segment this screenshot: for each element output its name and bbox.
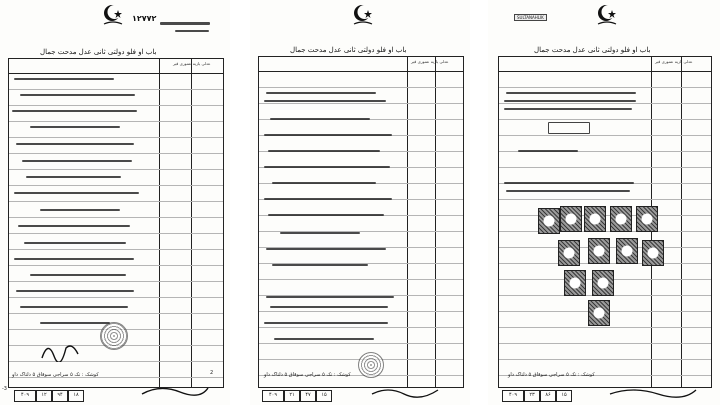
page-title: باب او فلو دولتی ثانی عدل مدحت جمال — [534, 46, 651, 54]
page-title: باب او فلو دولتی ثانی عدل مدحت جمال — [40, 48, 157, 56]
document-page-2 — [250, 0, 470, 405]
column-header: عدلی یازیه عموری قیر — [411, 59, 449, 64]
footer-box: ۴۰۹ — [14, 390, 36, 402]
crescent-star-emblem-icon — [594, 2, 620, 28]
signature — [608, 386, 698, 400]
signature — [140, 382, 210, 400]
footer-text: کوشک : تک ۵ سراجی سوقاق ۵ دلتاک داو — [264, 372, 351, 378]
signature — [40, 338, 80, 362]
footer-box: ۲۳ — [524, 390, 540, 402]
circular-seal — [358, 352, 384, 378]
footer-box: ۱۵ — [556, 390, 572, 402]
document-number: ۱۲۷۷۲ — [132, 14, 157, 23]
crescent-star-emblem-icon — [350, 2, 376, 28]
column-header: عدلی یازیه عموری قیر — [655, 59, 693, 64]
side-mark: 2 — [210, 370, 214, 376]
footer-box: ۴۰۹ — [502, 390, 524, 402]
footer-box: ۸۶ — [540, 390, 556, 402]
signature — [370, 384, 440, 400]
column-header: عدلی یازیه عموری قیر — [173, 61, 211, 66]
circular-seal — [100, 322, 128, 350]
document-page-1 — [0, 0, 230, 405]
footer-box: ۲۱ — [284, 390, 300, 402]
footer-box: ۱۲ — [36, 390, 52, 402]
footer-box: ۴۷ — [300, 390, 316, 402]
footer-text: کوشک : تک ۵ سراجی سوقاق ۵ دلتاک داو — [12, 372, 99, 378]
side-mark: -3 — [2, 386, 7, 392]
footer-box: ۴۰۹ — [262, 390, 284, 402]
footer-box: ۱۵ — [316, 390, 332, 402]
agency-badge: SULTANAHLIK — [514, 14, 547, 21]
footer-box: ۱۸ — [68, 390, 84, 402]
document-page-3 — [488, 0, 720, 405]
page-title: باب او فلو دولتی ثانی عدل مدحت جمال — [290, 46, 407, 54]
crescent-star-emblem-icon — [100, 2, 126, 28]
footer-box: ۹۴ — [52, 390, 68, 402]
footer-text: کوشک : تک ۵ سراجی سوقاق ۵ دلتاک داو — [508, 372, 595, 378]
